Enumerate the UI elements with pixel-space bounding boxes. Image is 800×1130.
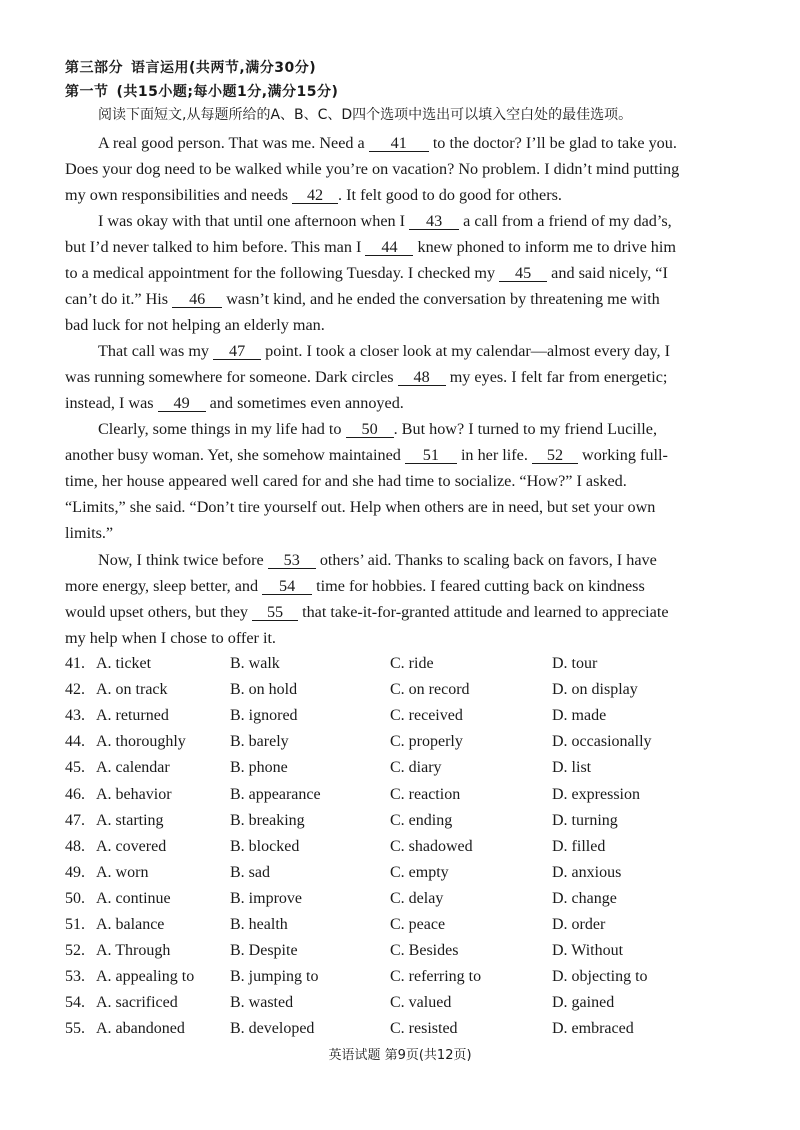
option-d[interactable]: D. objecting to — [552, 968, 648, 986]
option-b[interactable]: B. Despite — [230, 942, 298, 960]
option-b[interactable]: B. phone — [230, 759, 288, 777]
option-d[interactable]: D. tour — [552, 655, 598, 672]
option-b[interactable]: B. developed — [230, 1020, 315, 1038]
option-d[interactable]: D. occasionally — [552, 733, 652, 751]
option-d[interactable]: D. embraced — [552, 1020, 634, 1038]
question-number: 48. — [65, 837, 85, 855]
question-number: 51. — [65, 916, 85, 933]
option-a[interactable]: A. abandoned — [96, 1020, 185, 1038]
option-c[interactable]: C. peace — [390, 916, 446, 933]
passage-line: limits.” — [65, 524, 114, 542]
option-b[interactable]: B. blocked — [230, 837, 300, 855]
passage-line: “Limits,” she said. “Don’t tire yourself out. Help when others are in need, but set your own — [65, 498, 656, 516]
passage-line: A real good person. That was me. Need a 41 to the doctor? I’ll be glad to take you. — [98, 134, 677, 152]
option-b[interactable]: B. jumping to — [230, 968, 319, 986]
passage-line: would upset others, but they 55 that take-it-for-granted attitude and learned to appreciate — [65, 603, 669, 621]
option-c[interactable]: C. ending — [390, 811, 453, 829]
option-d[interactable]: D. made — [552, 707, 607, 725]
passage-line: was running somewhere for someone. Dark circles 48 my eyes. I felt far from energetic; — [65, 368, 668, 386]
question-number: 43. — [65, 707, 85, 725]
option-b[interactable]: B. improve — [230, 889, 302, 907]
option-a[interactable]: A. starting — [96, 811, 164, 829]
option-c[interactable]: C. shadowed — [390, 837, 473, 855]
part-heading — [65, 57, 316, 77]
question-number: 55. — [65, 1020, 85, 1038]
option-d[interactable]: D. Without — [552, 942, 624, 960]
blank-52: 52 — [532, 447, 578, 464]
blank-48: 48 — [398, 369, 446, 386]
option-c[interactable]: C. referring to — [390, 968, 482, 986]
part-subtitle: 语言运用(共两节,满分30分) — [131, 60, 317, 76]
option-d[interactable]: D. change — [552, 889, 617, 907]
passage-line: time, her house appeared well cared for and she had time to socialize. “How?” I asked. — [65, 472, 627, 490]
question-number: 53. — [65, 968, 85, 986]
option-a[interactable]: A. returned — [96, 707, 169, 725]
option-a[interactable]: A. continue — [96, 889, 171, 907]
option-c[interactable]: C. valued — [390, 994, 452, 1012]
passage-line: to a medical appointment for the following Tuesday. I checked my 45 and said nicely, “I — [65, 264, 668, 282]
option-c[interactable]: C. on record — [390, 681, 470, 699]
option-a[interactable]: A. ticket — [96, 655, 152, 672]
blank-46: 46 — [172, 291, 222, 308]
passage-line: I was okay with that until one afternoon when I 43 a call from a friend of my dad’s, — [98, 212, 672, 230]
option-c[interactable]: C. reaction — [390, 785, 461, 803]
question-number: 45. — [65, 759, 85, 777]
passage-line: That call was my 47 point. I took a closer look at my calendar—almost every day, I — [98, 342, 670, 360]
blank-49: 49 — [158, 395, 206, 412]
option-b[interactable]: B. sad — [230, 863, 270, 881]
option-c[interactable]: C. Besides — [390, 942, 459, 960]
option-c[interactable]: C. diary — [390, 759, 442, 777]
option-c[interactable]: C. received — [390, 707, 463, 725]
question-number: 46. — [65, 785, 85, 803]
option-b[interactable]: B. on hold — [230, 681, 298, 699]
passage-line: Now, I think twice before 53 others’ aid. Thanks to scaling back on favors, I have — [98, 551, 657, 569]
page-footer: 英语试题 第9页(共12页) — [328, 1048, 472, 1063]
passage-line: my own responsibilities and needs 42 . It felt good to do good for others. — [65, 186, 562, 204]
passage-line: more energy, sleep better, and 54 time for hobbies. I feared cutting back on kindness — [65, 577, 645, 595]
passage-line: bad luck for not helping an elderly man. — [65, 316, 325, 334]
passage-line: instead, I was 49 and sometimes even annoyed. — [65, 394, 404, 412]
option-c[interactable]: C. ride — [390, 655, 434, 672]
section-subtitle: (共15小题;每小题1分,满分15分) — [116, 84, 339, 100]
question-number: 52. — [65, 942, 85, 960]
passage-line: but I’d never talked to him before. This man I 44 knew phoned to inform me to drive him — [65, 238, 676, 256]
question-number: 44. — [65, 733, 85, 751]
option-b[interactable]: B. health — [230, 916, 288, 933]
section-heading — [65, 81, 338, 101]
blank-53: 53 — [268, 552, 316, 569]
question-number: 49. — [65, 863, 85, 881]
option-b[interactable]: B. barely — [230, 733, 289, 751]
option-a[interactable]: A. Through — [96, 942, 171, 960]
question-number: 47. — [65, 811, 85, 829]
option-a[interactable]: A. sacrificed — [96, 994, 178, 1012]
passage-line: my help when I chose to offer it. — [65, 629, 276, 647]
option-a[interactable]: A. worn — [96, 863, 149, 881]
option-c[interactable]: C. properly — [390, 733, 463, 751]
blank-42: 42 — [292, 187, 338, 204]
option-d[interactable]: D. expression — [552, 785, 640, 803]
option-b[interactable]: B. appearance — [230, 785, 321, 803]
option-d[interactable]: D. filled — [552, 837, 606, 855]
option-d[interactable]: D. anxious — [552, 863, 622, 881]
part-title: 第三部分 — [65, 60, 123, 76]
blank-51: 51 — [405, 447, 457, 464]
blank-50: 50 — [346, 421, 394, 438]
blank-45: 45 — [499, 265, 547, 282]
question-number: 50. — [65, 889, 85, 907]
blank-44: 44 — [365, 239, 413, 256]
option-a[interactable]: A. appealing to — [96, 968, 195, 986]
option-a[interactable]: A. on track — [96, 681, 168, 699]
question-number: 41. — [65, 655, 85, 672]
option-d[interactable]: D. turning — [552, 811, 618, 829]
section-title: 第一节 — [65, 84, 109, 100]
question-number: 54. — [65, 994, 85, 1012]
blank-54: 54 — [262, 578, 312, 595]
option-b[interactable]: B. wasted — [230, 994, 294, 1012]
passage-line: can’t do it.” His 46 wasn’t kind, and he ended the conversation by threatening me with — [65, 290, 660, 308]
option-c[interactable]: C. resisted — [390, 1020, 458, 1038]
instruction-text: 阅读下面短文,从每题所给的A、B、C、D四个选项中选出可以填入空白处的最佳选项。 — [98, 107, 633, 123]
option-b[interactable]: B. walk — [230, 655, 280, 672]
blank-55: 55 — [252, 604, 298, 621]
option-a[interactable]: A. calendar — [96, 759, 170, 777]
passage-line: another busy woman. Yet, she somehow maintained 51 in her life. 52 working full- — [65, 446, 668, 464]
passage-line: Does your dog need to be walked while you’re on vacation? No problem. I didn’t mind putting — [65, 160, 680, 178]
option-b[interactable]: B. ignored — [230, 707, 298, 725]
option-d[interactable]: D. gained — [552, 994, 615, 1012]
option-b[interactable]: B. breaking — [230, 811, 305, 829]
blank-41: 41 — [369, 135, 429, 152]
blank-47: 47 — [213, 343, 261, 360]
option-a[interactable]: A. behavior — [96, 785, 172, 803]
question-number: 42. — [65, 681, 85, 699]
option-d[interactable]: D. order — [552, 916, 606, 933]
passage-line: Clearly, some things in my life had to 50 . But how? I turned to my friend Lucille, — [98, 420, 658, 438]
blank-43: 43 — [409, 213, 459, 230]
option-a[interactable]: A. thoroughly — [96, 733, 186, 751]
option-c[interactable]: C. empty — [390, 863, 449, 881]
option-d[interactable]: D. on display — [552, 681, 638, 699]
option-d[interactable]: D. list — [552, 759, 592, 777]
option-c[interactable]: C. delay — [390, 889, 444, 907]
option-a[interactable]: A. balance — [96, 916, 165, 933]
option-a[interactable]: A. covered — [96, 837, 167, 855]
